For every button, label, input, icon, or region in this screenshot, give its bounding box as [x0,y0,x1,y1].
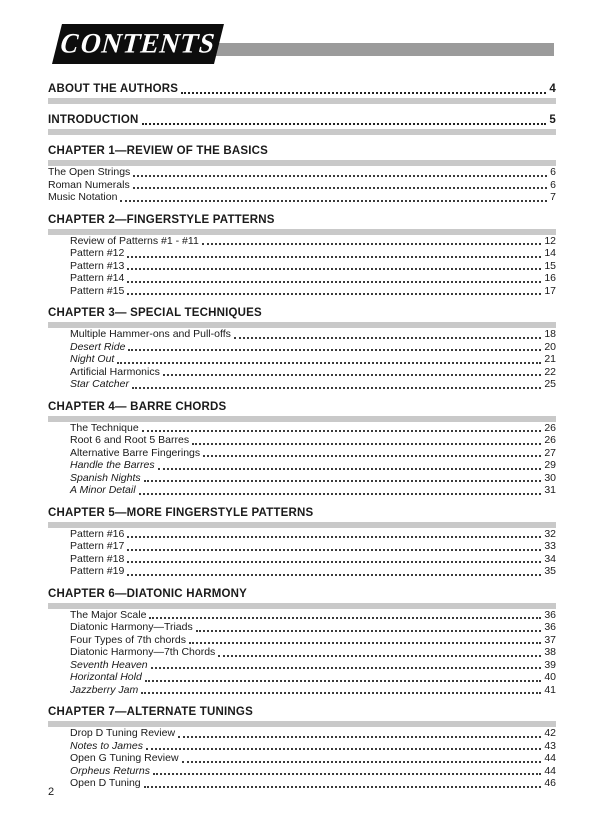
entry-label: Review of Patterns #1 - #11 [70,234,199,247]
toc-entry [70,553,556,566]
toc-entry [70,659,556,672]
entry-label: Jazzberry Jam [70,683,139,696]
page-ref: 44 [544,764,556,777]
page-ref: 15 [544,259,556,272]
dot-leader [151,667,542,669]
dot-leader [127,256,541,258]
toc-entry [70,609,556,622]
heading-label: ABOUT THE AUTHORS [48,83,179,95]
section-heading [48,506,556,520]
toc-entry [70,459,556,472]
dot-leader [163,374,541,376]
dot-leader [144,786,542,788]
heading-label: CHAPTER 6—DIATONIC HARMONY [48,587,248,600]
page-ref: 42 [544,727,556,739]
toc-section [48,506,556,578]
toc-entry [48,191,556,204]
entry-label: Open G Tuning Review [70,752,179,764]
entry-label: The Major Scale [70,608,147,621]
entry-label: Pattern #17 [70,540,125,552]
section-heading [48,82,556,96]
page-ref: 46 [544,777,556,789]
toc-entry [70,528,556,541]
entry-label: Music Notation [48,191,118,203]
heading-label: CHAPTER 1—REVIEW OF THE BASICS [48,145,269,157]
toc-entry [70,646,556,659]
page-ref: 20 [544,340,556,353]
dot-leader [218,655,541,657]
toc-entry [70,260,556,273]
section-heading [48,587,556,601]
toc-entry [70,634,556,647]
toc-entry [70,366,556,379]
entry-label: A Minor Detail [70,484,136,496]
toc-entry [70,378,556,391]
entry-label: Pattern #15 [70,284,125,297]
toc-entry [70,752,556,765]
dot-leader [128,349,541,351]
entry-label: Pattern #14 [70,272,125,284]
entry-label: Seventh Heaven [70,658,148,671]
dot-leader [202,243,542,245]
page-ref: 44 [544,752,556,764]
section-heading [48,306,556,320]
page-ref: 16 [544,272,556,284]
entry-label: Open D Tuning [70,777,141,789]
toc-entry [70,285,556,298]
section-heading [48,705,556,719]
page-ref: 21 [544,353,556,365]
heading-underline-bar [48,98,556,104]
dot-leader [142,123,547,125]
table-of-contents [48,82,556,790]
heading-label: INTRODUCTION [48,114,139,126]
dot-leader [189,642,541,644]
entry-label: Spanish Nights [70,471,141,484]
page-ref: 39 [544,658,556,671]
toc-entry [48,179,556,192]
dot-leader [127,293,541,295]
entry-label: The Open Strings [48,166,131,178]
toc-section [48,705,556,790]
toc-entry [70,484,556,497]
page-ref: 31 [544,484,556,496]
entry-label: Orpheus Returns [70,764,150,777]
entry-label: Notes to James [70,739,143,752]
dot-leader [127,268,541,270]
toc-entry [70,671,556,684]
page-ref: 6 [550,166,556,178]
toc-section [48,587,556,697]
entry-label: Pattern #19 [70,565,125,577]
toc-entry [70,765,556,778]
entry-label: Multiple Hammer-ons and Pull-offs [70,328,231,340]
dot-leader [139,493,542,495]
dot-leader [181,92,546,94]
dot-leader [127,549,541,551]
page-ref: 25 [544,378,556,390]
contents-banner [48,24,556,66]
dot-leader [141,692,541,694]
heading-label: CHAPTER 4— BARRE CHORDS [48,400,227,413]
entry-label: Pattern #18 [70,552,125,565]
toc-section [48,144,556,204]
dot-leader [127,561,541,563]
dot-leader [203,455,541,457]
toc-entry [70,272,556,285]
entry-label: Alternative Barre Fingerings [70,446,201,459]
page-ref: 30 [544,471,556,484]
section-heading [48,113,556,127]
banner-black-box [52,24,224,64]
toc-section [48,306,556,391]
toc-entry [70,353,556,366]
page-ref: 36 [544,621,556,633]
page-ref: 26 [544,434,556,446]
dot-leader [142,430,542,432]
page-ref: 12 [544,234,556,247]
page-ref: 6 [550,178,556,191]
toc-entry [70,777,556,790]
section-heading [48,144,556,158]
toc-entry [70,434,556,447]
toc-entry [70,621,556,634]
page-ref: 14 [544,247,556,259]
dot-leader [132,387,541,389]
entry-label: Roman Numerals [48,178,130,191]
toc-entry [70,684,556,697]
page-ref: 37 [544,633,556,646]
entry-label: Desert Ride [70,340,126,353]
dot-leader [145,680,542,682]
dot-leader [149,617,541,619]
dot-leader [133,187,547,189]
toc-entry [70,235,556,248]
dot-leader [117,362,541,364]
footer-page-number: 2 [48,786,55,798]
toc-entry [70,565,556,578]
page-ref: 29 [544,459,556,471]
heading-label: CHAPTER 2—FINGERSTYLE PATTERNS [48,213,275,226]
toc-entry [48,166,556,179]
toc-section [48,213,556,298]
dot-leader [192,443,541,445]
page-title: CONTENTS [56,27,220,60]
dot-leader [153,773,541,775]
dot-leader [178,736,541,738]
entry-label: Pattern #12 [70,247,125,259]
section-heading [48,213,556,227]
page-ref: 34 [544,552,556,565]
dot-leader [196,630,542,632]
document-page [0,24,600,824]
toc-entry [70,740,556,753]
entry-label: Horizontal Hold [70,671,142,683]
dot-leader [133,175,547,177]
toc-section [48,113,556,135]
section-heading [48,400,556,414]
toc-entry [70,328,556,341]
dot-leader [146,748,541,750]
dot-leader [127,281,541,283]
dot-leader [127,536,541,538]
page-ref: 26 [544,421,556,434]
toc-entry [70,727,556,740]
toc-entry [70,540,556,553]
entry-label: The Technique [70,421,139,434]
heading-label: CHAPTER 5—MORE FINGERSTYLE PATTERNS [48,506,314,519]
page-ref: 38 [544,646,556,658]
heading-underline-bar [48,129,556,135]
page-ref: 36 [544,608,556,621]
entry-label: Handle the Barres [70,459,155,471]
page-ref: 22 [544,365,556,378]
page-ref: 5 [549,114,556,126]
page-ref: 4 [549,83,556,95]
heading-label: CHAPTER 7—ALTERNATE TUNINGS [48,706,253,718]
toc-entry [70,341,556,354]
dot-leader [144,480,542,482]
toc-entry [70,247,556,260]
dot-leader [182,761,542,763]
toc-entry [70,422,556,435]
dot-leader [120,200,547,202]
dot-leader [234,337,541,339]
entry-label: Night Out [70,353,115,365]
dot-leader [127,574,541,576]
toc-entry [70,472,556,485]
entry-label: Artificial Harmonics [70,365,160,378]
entry-label: Four Types of 7th chords [70,633,186,646]
page-ref: 41 [544,683,556,696]
entry-label: Star Catcher [70,378,129,390]
entry-label: Pattern #16 [70,527,125,540]
entry-label: Root 6 and Root 5 Barres [70,434,190,446]
page-ref: 32 [544,527,556,540]
heading-label: CHAPTER 3— SPECIAL TECHNIQUES [48,307,262,319]
toc-section [48,82,556,104]
entry-label: Diatonic Harmony—Triads [70,621,193,633]
page-ref: 35 [544,565,556,577]
page-ref: 18 [544,328,556,340]
toc-section [48,400,556,497]
page-ref: 40 [544,671,556,683]
entry-label: Pattern #13 [70,259,125,272]
page-ref: 33 [544,540,556,552]
toc-entry [70,447,556,460]
entry-label: Diatonic Harmony—7th Chords [70,646,216,658]
entry-label: Drop D Tuning Review [70,727,176,739]
page-ref: 17 [544,284,556,297]
page-ref: 43 [544,739,556,752]
page-ref: 7 [550,191,556,203]
dot-leader [158,468,542,470]
page-ref: 27 [544,446,556,459]
